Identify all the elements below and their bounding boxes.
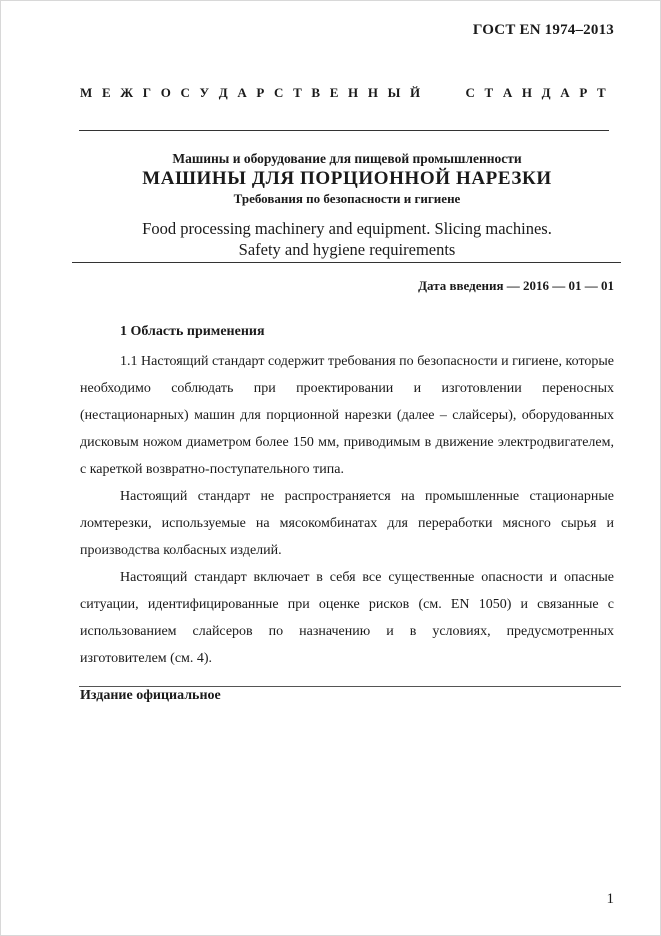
body-paragraph: Настоящий стандарт включает в себя все существенные опасности и опасные ситуации, идентифицированные при оценке рисков (см. EN 1050) и связанные с использованием слайсеров по назначению и в условиях, предусмотренных изготовителем (см. 4).	[80, 570, 614, 666]
interstate-letter: А	[237, 85, 247, 100]
interstate-letter: Д	[541, 85, 551, 100]
interstate-letter: Е	[101, 85, 111, 100]
standard-number: ГОСТ EN 1974–2013	[472, 22, 614, 38]
interstate-letter: Ж	[120, 85, 134, 100]
interstate-letter: О	[160, 85, 171, 100]
interstate-letter: М	[80, 85, 93, 100]
page-number: 1	[606, 891, 614, 907]
interstate-letter: Р	[256, 85, 265, 100]
title-category: Машины и оборудование для пищевой промышленности	[172, 151, 522, 166]
section-heading: 1 Область применения	[120, 324, 265, 339]
interstate-letter: Т	[293, 85, 302, 100]
title-subtitle: Требования по безопасности и гигиене	[233, 191, 461, 206]
edition-label: Издание официальное	[80, 688, 221, 703]
interstate-letter: А	[502, 85, 513, 100]
title-english-line: Food processing machinery and equipment. Slicing machines.	[142, 219, 552, 238]
title-main: МАШИНЫ ДЛЯ ПОРЦИОННОЙ НАРЕЗКИ	[142, 168, 552, 189]
title-divider	[72, 262, 621, 263]
interstate-letter: С	[465, 85, 475, 100]
interstate-letter: Т	[484, 85, 494, 100]
interstate-letter: Е	[329, 85, 339, 100]
interstate-standard-label	[80, 85, 606, 101]
interstate-letter: Р	[579, 85, 588, 100]
interstate-letter: С	[180, 85, 190, 100]
interstate-letter: Н	[521, 85, 533, 100]
interstate-letter: С	[274, 85, 284, 100]
interstate-gap	[430, 85, 456, 101]
title-english	[72, 218, 622, 260]
body-paragraph: Настоящий стандарт не распространяется на промышленные стационарные ломтерезки, используемые на мясокомбинатах для переработки мясного сырья и производства колбасных изделий.	[80, 489, 614, 558]
body-paragraph: 1.1 Настоящий стандарт содержит требования по безопасности и гигиене, которые необходимо соблюдать при проектировании и изготовлении переносных (нестационарных) машин для порционной нарезки (далее – слайсеры), оборудованных дисковым ножом диаметром более 150 мм, приводимым в движение электродвигателем, с кареткой возвратно-поступательного типа.	[80, 354, 614, 477]
interstate-letter: Н	[348, 85, 359, 100]
interstate-letter: Д	[218, 85, 228, 100]
footer-divider	[79, 686, 621, 687]
interstate-letter: Т	[596, 85, 606, 100]
interstate-letter: Н	[367, 85, 378, 100]
interstate-letter: Г	[142, 85, 152, 100]
title-english-line: Safety and hygiene requirements	[238, 240, 456, 259]
interstate-letter: Ы	[387, 85, 401, 100]
top-divider	[79, 130, 609, 131]
title-block	[72, 150, 622, 260]
interstate-letter: Й	[410, 85, 421, 100]
introduction-date: Дата введения — 2016 — 01 — 01	[418, 278, 614, 293]
interstate-letter: У	[199, 85, 210, 100]
interstate-letter: В	[311, 85, 321, 100]
document-body	[80, 322, 614, 672]
interstate-letter: А	[560, 85, 570, 100]
